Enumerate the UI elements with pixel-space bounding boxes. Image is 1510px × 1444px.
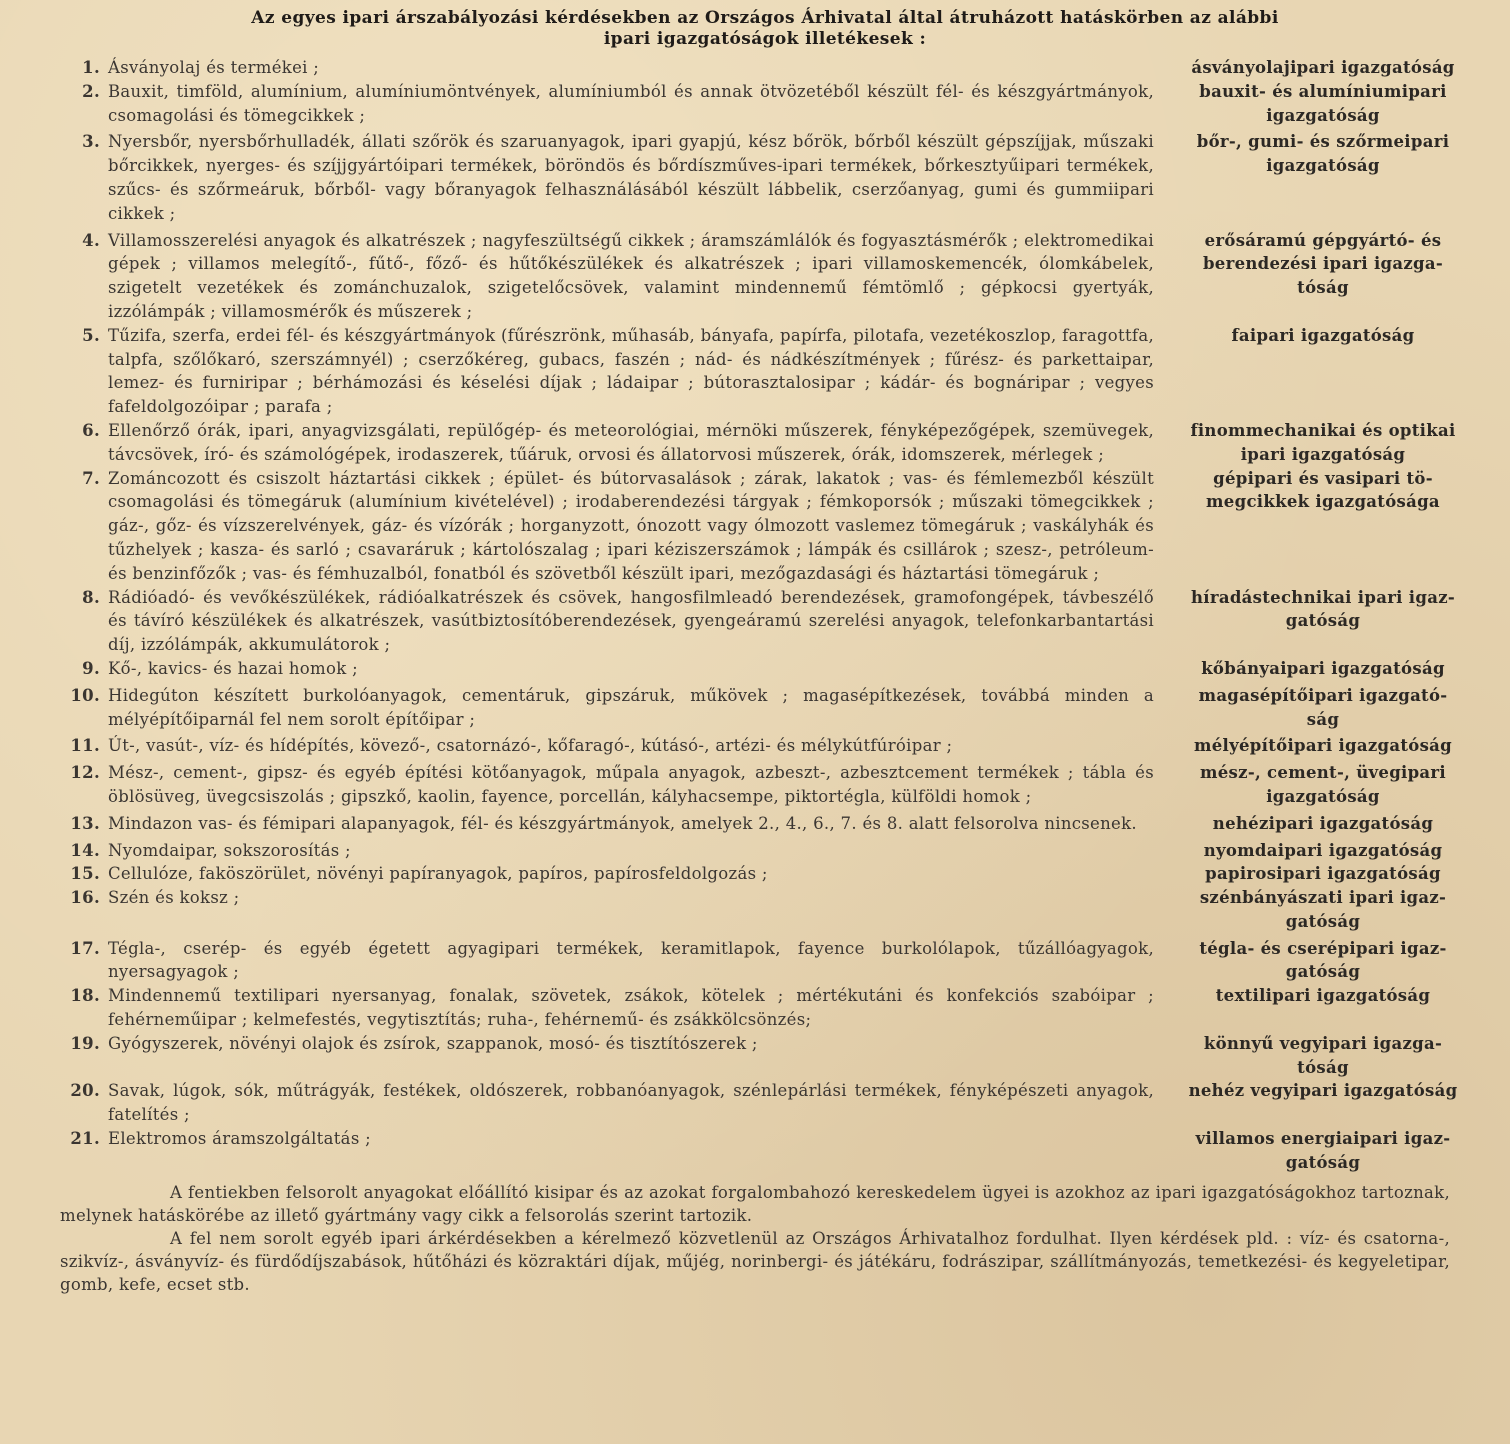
item-text: Szén és koksz ; [108,888,240,908]
list-item [60,80,1470,128]
list-item [60,229,1470,324]
item-number: 19. [70,1033,100,1053]
item-directorate: híradástechnikai ipari igaz- gatóság [1190,587,1456,631]
item-text: Elektromos áramszolgáltatás ; [108,1129,371,1149]
item-text: Nyersbőr, nyersbőrhulladék, állati szőrök és szaruanyagok, ipari gyapjú, kész bőrök, bőrből készült gépszíjjak, műszaki bőrcikkek, nyerges- és szíjjgyártóipari termékek, böröndös és bőrdíszműves-ipari termékek, bőrkesztyűipari termékek, szűcs- és szőrmeáruk, bőrből- vagy bőranyagok felhasználásából készült lábbelik, cserzőanyag, gumi és gummiipari cikkek ; [108,132,1154,223]
note-paragraph: A fentiekben felsorolt anyagokat előállító kisipar és az azokat forgalombahozó kereskedelem ügyei is azokhoz az ipari igazgatóságokhoz tartoznak, melynek hatáskörébe az illető gyártmány vagy cikk a felsorolás szerint tartozik. [60,1182,1450,1225]
item-text: Savak, lúgok, sók, műtrágyák, festékek, oldószerek, robbanóanyagok, szénlepárlási termékek, fényképészeti anyagok, fatelítés ; [108,1081,1154,1125]
item-number: 1. [82,58,100,77]
item-directorate: nyomdaipari igazgatóság [1203,840,1443,860]
item-text: Tűzifa, szerfa, erdei fél- és készgyártmányok (fűrészrönk, műhasáb, bányafa, papírfa, pilotafa, vezetékoszlop, faragottfa, talpfa, szőlőkaró, szerszámnyél) ; cserzőkéreg, gubacs, faszén ; nád- és nádkészítmények ; fűrész- és parkettaipar, lemez- és furniripar ; bérhámozási és késelési díjak ; ládaipar ; bútorasztalosipar ; kádár- és bognáripar ; vegyes fafeldolgozóipar ; parafa ; [108,325,1154,417]
list-item [60,586,1470,657]
list-item [60,56,1470,80]
item-directorate: tégla- és cserépipari igaz- gatóság [1199,938,1447,982]
item-text: Villamosszerelési anyagok és alkatrészek ; nagyfeszültségű cikkek ; áramszámlálók és fogyasztásmérők ; elektromedikai gépek ; villamos melegítő-, fűtő-, főző- és hűtőkészülékek és alkatrészek ; ipari villamoskemencék, ólomkábelek, szigetelt vezetékek és zománchuzalok, szigetelőcsövek, valamint mindennemű fémtömlő ; gépkocsi gyertyák, izzólámpák ; villamosmérők és műszerek ; [108,230,1154,321]
item-text: Ásványolaj és termékei ; [108,58,320,77]
closing-notes [60,1181,1470,1296]
item-directorate: erősáramú gépgyártó- és berendezési ipari igazga- tóság [1202,230,1444,298]
item-directorate: magasépítőipari igazgató- ság [1198,685,1448,729]
item-directorate: mész-, cement-, üvegipari igazgatóság [1200,763,1446,806]
list-item [60,1127,1470,1175]
document-title: Az egyes ipari árszabályozási kérdésekben az Országos Árhivatal által átruházott hatáskörben az alábbi ipari igazgatóságok illetékesek : [251,8,1279,49]
item-number: 16. [70,888,100,908]
item-number: 6. [82,420,100,440]
item-text: Mindazon vas- és fémipari alapanyagok, fél- és készgyártmányok, amelyek 2., 4., 6., 7. és 8. alatt felsorolva nincsenek. [108,813,1137,833]
item-number: 8. [82,587,100,607]
item-directorate: szénbányászati ipari igaz- gatóság [1199,888,1447,931]
item-directorate: nehéz vegyipari igazgatóság [1188,1081,1458,1101]
item-number: 13. [70,813,100,833]
item-number: 7. [82,468,100,488]
item-text: Út-, vasút-, víz- és hídépítés, kövező-, csatornázó-, kőfaragó-, kútásó-, artézi- és mélykútfúróipar ; [108,736,953,756]
list-item [60,761,1470,809]
list-item [60,839,1470,863]
item-text: Cellulóze, faköszörület, növényi papíranyagok, papíros, papírosfeldolgozás ; [108,864,768,884]
item-directorate: mélyépítőipari igazgatóság [1194,736,1452,756]
list-item [60,419,1470,467]
list-item [60,812,1470,836]
item-text: Nyomdaipar, sokszorosítás ; [108,840,351,860]
item-directorate: gépipari és vasipari tö- megcikkek igazgatósága [1206,468,1440,512]
list-item [60,684,1470,732]
item-number: 5. [82,325,100,345]
list-item [60,1079,1470,1127]
item-text: Zománcozott és csiszolt háztartási cikkek ; épület- és bútorvasalások ; zárak, lakatok ; vas- és fémlemezből készült csomagolási és tömegáruk (alumínium kivételével) ; irodaberendezési tárgyak ; fémkoporsók ; műszaki tömegcikkek ; gáz-, gőz- és vízszerelvények, gáz- és vízórák ; horganyzott, ónozott vagy ólmozott vaslemez tömegáruk ; vaskályhák és tűzhelyek ; kasza- és sarló ; csavaráruk ; kártolószalag ; ipari kéziszerszámok ; lámpák és csillárok ; szesz-, petróleum- és benzinfőzők ; vas- és fémhuzalból, fonatból és szövetből készült ipari, mezőgazdasági és háztartási tömegáruk ; [108,468,1154,583]
jurisdiction-list [60,56,1470,1175]
item-directorate: könnyű vegyipari igazga- tóság [1203,1033,1443,1077]
item-number: 20. [70,1081,100,1101]
item-text: Kő-, kavics- és hazai homok ; [108,658,358,678]
item-directorate: kőbányaipari igazgatóság [1201,658,1445,678]
item-number: 10. [70,685,100,705]
item-number: 12. [70,763,100,783]
item-text: Hidegúton készített burkolóanyagok, cementáruk, gipszáruk, műkövek ; magasépítkezések, továbbá minden a mélyépítőiparnál fel nem sorolt építőipar ; [108,685,1154,729]
item-directorate: villamos energiaipari igaz- gatóság [1195,1129,1451,1172]
list-item [60,937,1470,985]
list-item [60,324,1470,419]
list-item [60,657,1470,681]
item-number: 4. [82,230,100,250]
item-directorate: textilipari igazgatóság [1215,986,1431,1006]
note-paragraph: A fel nem sorolt egyéb ipari árkérdésekben a kérelmező közvetlenül az Országos Árhivatalhoz fordulhat. Ilyen kérdések pld. : víz- és csatorna-, szikvíz-, ásványvíz- és fürdődíjszabások, hűtőházi és közraktári díjak, műjég, norinbergi- és játékáru, fodrászipar, szállítmányozás, temetkezési- és kegyeletipar, gomb, kefe, ecset stb. [60,1228,1450,1294]
item-text: Mindennemű textilipari nyersanyag, fonalak, szövetek, zsákok, kötelek ; mértékutáni és konfekciós szabóipar ; fehérneműipar ; kelmefestés, vegytisztítás; ruha-, fehérnemű- és zsákkölcsönzés; [108,986,1154,1030]
item-text: Ellenőrző órák, ipari, anyagvizsgálati, repülőgép- és meteorológiai, mérnöki műszerek, fényképezőgépek, szemüvegek, távcsövek, író- és számológépek, irodaszerek, tűáruk, orvosi és állatorvosi műszerek, órák, idomszerek, mérlegek ; [108,420,1154,464]
item-directorate: nehézipari igazgatóság [1212,813,1434,833]
item-directorate: ásványolajipari igazgatóság [1191,58,1455,77]
list-item [60,467,1470,586]
item-number: 18. [70,986,100,1006]
item-text: Gyógyszerek, növényi olajok és zsírok, szappanok, mosó- és tisztítószerek ; [108,1033,758,1053]
list-item [60,130,1470,225]
item-text: Rádióadó- és vevőkészülékek, rádióalkatrészek és csövek, hangosfilmleadó berendezések, gramofongépek, távbeszélő és távíró készülékek és alkatrészek, vasútbiztosítóberendezések, gyengeáramú szerelési anyagok, telefonkarbantartási díj, izzólámpák, akkumulátorok ; [108,587,1154,655]
item-number: 11. [70,736,100,756]
list-item [60,1032,1470,1080]
list-item [60,886,1470,934]
item-number: 21. [70,1129,100,1149]
item-directorate: papirosipari igazgatóság [1205,864,1441,884]
item-number: 9. [82,658,100,678]
item-text: Mész-, cement-, gipsz- és egyéb építési kötőanyagok, műpala anyagok, azbeszt-, azbesztcement termékek ; tábla és öblösüveg, üvegcsiszolás ; gipszkő, kaolin, fayence, porcellán, kályhacsempe, piktortégla, külföldi homok ; [108,763,1154,806]
item-directorate: finommechanikai és optikai ipari igazgatóság [1190,420,1456,464]
item-number: 17. [70,938,100,958]
list-item [60,734,1470,758]
item-directorate: faipari igazgatóság [1231,325,1415,345]
list-item [60,862,1470,886]
item-text: Bauxit, timföld, alumínium, alumíniumöntvények, alumíniumból és annak ötvözetéből készült fél- és készgyártmányok, csomagolási és tömegcikkek ; [108,81,1154,125]
item-number: 15. [70,864,100,884]
item-text: Tégla-, cserép- és egyéb égetett agyagipari termékek, keramitlapok, fayence burkolólapok, tűzállóagyagok, nyersagyagok ; [108,938,1154,982]
item-directorate: bőr-, gumi- és szőrmeipari igazgatóság [1196,132,1450,176]
list-item [60,984,1470,1032]
item-directorate: bauxit- és alumíniumipari igazgatóság [1199,81,1447,125]
item-number: 14. [70,840,100,860]
item-number: 2. [82,81,100,101]
item-number: 3. [82,132,100,152]
